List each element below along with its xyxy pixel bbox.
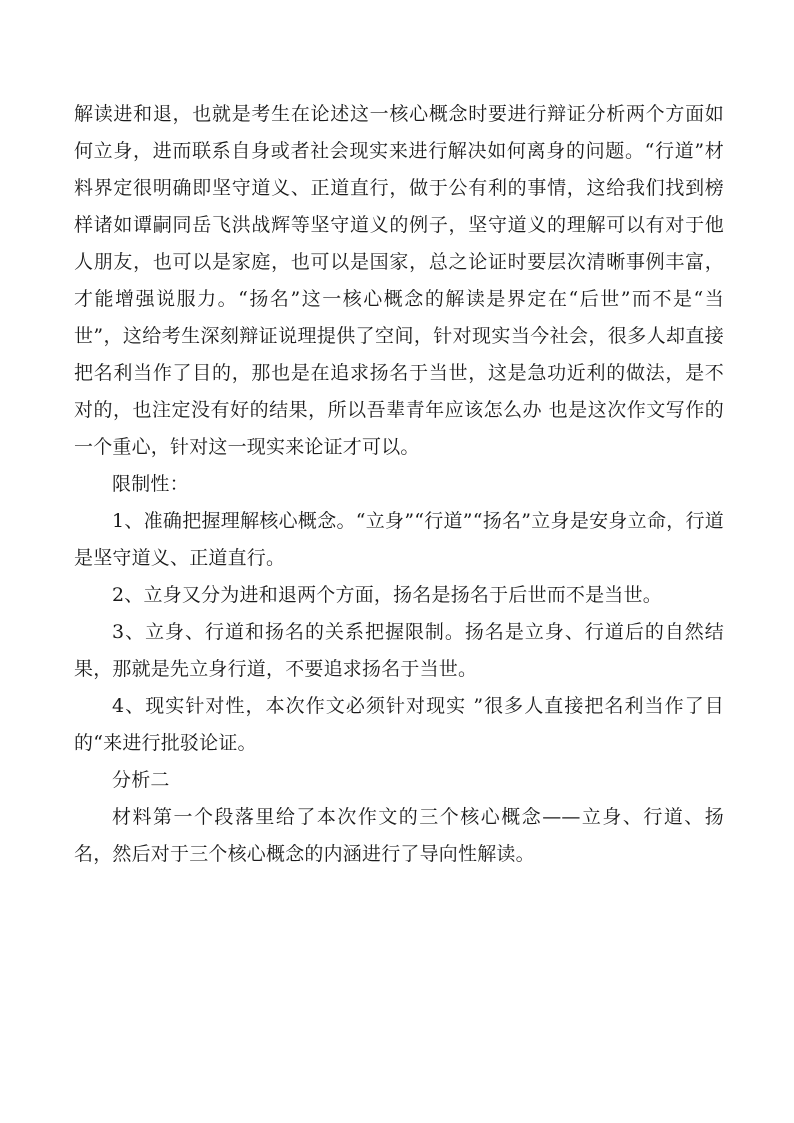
section-heading-limitations: 限制性： — [112, 473, 189, 495]
section-heading-analysis-two: 分析二 — [112, 769, 170, 791]
list-item-4: 4、现实针对性，本次作文必须针对现实 ”很多人直接把名利当作了目的“来进行批驳论证。 — [74, 695, 724, 754]
body-paragraph: 解读进和退，也就是考生在论述这一核心概念时要进行辩证分析两个方面如何立身，进而联系自身或者社会现实来进行解决如何离身的问题。“行道”材料界定很明确即坚守道义、正道直行，做于公有利的事情，这给我们找到榜样诸如谭嗣同岳飞洪战辉等坚守道义的例子，坚守道义的理解可以有对于他人朋友，也可以是家庭，也可以是国家，总之论证时要层次清晰事例丰富，才能增强说服力。“扬名”这一核心概念的解读是界定在“后世”而不是“当世”，这给考生深刻辩证说理提供了空间，针对现实当今社会，很多人却直接把名利当作了目的，那也是在追求扬名于当世，这是急功近利的做法，是不对的，也注定没有好的结果，所以吾辈青年应该怎么办 也是这次作文写作的一个重心，针对这一现实来论证才可以。 — [74, 103, 724, 458]
body-paragraph-last: 材料第一个段落里给了本次作文的三个核心概念——立身、行道、扬名，然后对于三个核心概念的内涵进行了导向性解读。 — [74, 806, 724, 865]
list-item-1: 1、准确把握理解核心概念。“立身”“行道”“扬名”立身是安身立命，行道是坚守道义、正道直行。 — [74, 510, 724, 569]
list-item-3: 3、立身、行道和扬名的关系把握限制。扬名是立身、行道后的自然结果，那就是先立身行道，不要追求扬名于当世。 — [74, 621, 724, 680]
document-body — [74, 96, 724, 873]
list-item-2: 2、立身又分为进和退两个方面，扬名是扬名于后世而不是当世。 — [112, 584, 662, 606]
